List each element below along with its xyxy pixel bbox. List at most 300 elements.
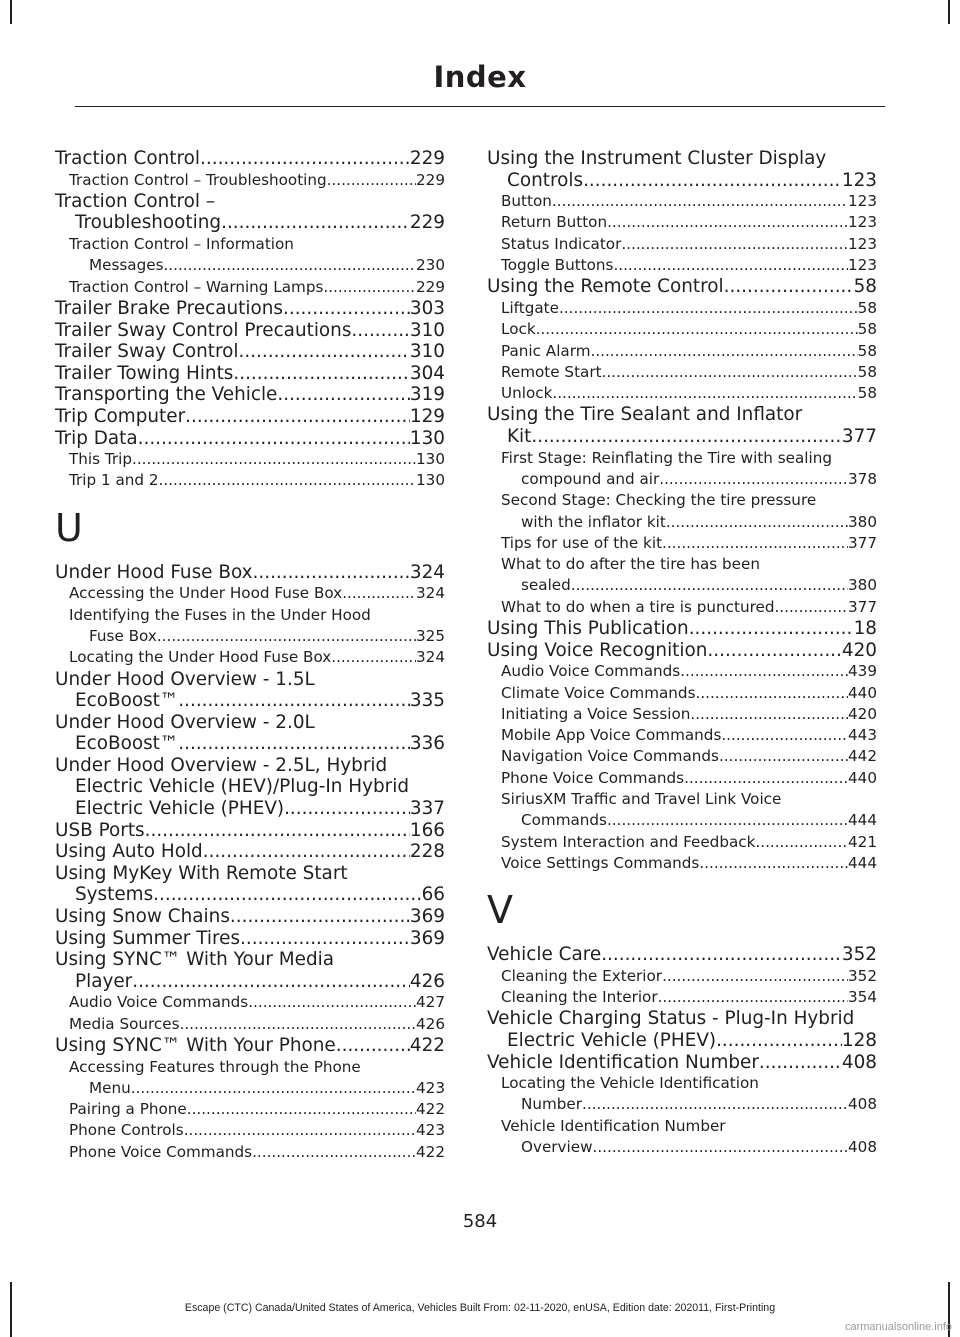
entry-label: Phone Voice Commands [501,768,685,787]
entry-page: 18 [853,618,877,640]
leader-dots [536,319,858,340]
index-subentry [487,191,877,212]
entry-page: 426 [416,1014,445,1033]
entry-label: Climate Voice Commands [501,683,696,702]
entry-label: EcoBoost™ [75,733,179,755]
entry-label: Traction Control – Information [69,235,294,254]
leader-dots [283,298,410,320]
entry-label: Overview [521,1138,593,1157]
leader-dots [221,212,410,234]
index-entry [55,1035,445,1057]
entry-label: Trailer Sway Control [55,341,239,363]
entry-page: 324 [416,584,445,603]
entry-page: 422 [416,1142,445,1161]
index-entry [55,384,445,406]
entry-page: 310 [409,341,445,363]
page-title: Index [433,60,527,94]
entry-page: 378 [848,469,877,488]
leader-dots [591,341,858,362]
index-entry [55,406,445,428]
index-subentry [487,362,877,383]
footer-text: Escape (CTC) Canada/United States of America, Vehicles Built From: 02-11-2020, enUSA, Edition date: 202011, First-Printing [184,1302,776,1314]
entry-label: Using Snow Chains [55,906,230,928]
index-subentry [55,992,445,1013]
leader-dots [240,928,410,950]
entry-page: 123 [841,169,877,191]
leader-dots [607,212,848,233]
entry-label: Trailer Brake Precautions [55,297,283,319]
index-entry [55,191,445,234]
entry-label: Using the Tire Sealant and Inflator [487,404,803,426]
entry-page: 304 [409,362,445,384]
leader-dots [571,575,848,596]
entry-page: 335 [409,690,445,712]
entry-label: Panic Alarm [501,341,591,360]
index-entry [55,863,445,906]
index-subentry [487,448,877,491]
entry-page: 130 [416,471,445,490]
leader-dots [180,1014,416,1035]
index-entry [55,320,445,342]
entry-page: 377 [848,597,877,616]
entry-page: 229 [416,170,445,189]
entry-continuation [55,690,445,712]
entry-label: Messages [89,256,164,275]
index-entry [55,712,445,755]
leader-dots [178,733,410,755]
leader-dots [659,469,848,490]
leader-dots [203,841,410,863]
index-subentry [487,704,877,725]
leader-dots [230,906,410,928]
leader-dots [552,383,857,404]
entry-page: 310 [409,319,445,341]
index-subentry [55,234,445,277]
entry-page: 229 [416,277,445,296]
entry-label: Using SYNC™ With Your Media [55,949,335,971]
leader-dots [159,470,416,491]
leader-dots [621,234,848,255]
leader-dots [327,170,416,191]
entry-page: 421 [848,832,877,851]
entry-page: 408 [841,1051,877,1073]
entry-label: First Stage: Reinflating the Tire with sealing [501,448,833,467]
entry-label: Using This Publication [487,618,689,640]
leader-dots [593,1137,848,1158]
leader-dots [666,512,848,533]
leader-dots [774,597,848,618]
index-subentry [487,661,877,682]
index-column-left [55,148,445,1163]
leader-dots [613,255,848,276]
entry-label: This Trip [69,450,133,469]
entry-page: 229 [409,212,445,234]
index-subentry [487,533,877,554]
index-subentry [487,298,877,319]
entry-label: Number [521,1095,583,1114]
entry-continuation [501,512,877,533]
index-entry [487,944,877,966]
entry-page: 58 [853,276,877,298]
entry-page: 439 [848,662,877,681]
leader-dots [662,966,848,987]
leader-dots [277,384,410,406]
leader-dots [342,583,416,604]
index-entry [487,618,877,640]
leader-dots [185,406,410,428]
entry-page: 420 [848,704,877,723]
entry-label: Audio Voice Commands [69,993,249,1012]
entry-label: Controls [507,169,584,191]
leader-dots [163,255,416,276]
leader-dots [138,428,410,450]
entry-page: 229 [409,148,445,169]
entry-label: SiriusXM Traffic and Travel Link Voice [501,789,782,808]
entry-label: Under Hood Overview - 2.0L [55,711,315,733]
leader-dots [559,298,858,319]
entry-page: 444 [848,811,877,830]
leader-dots [755,832,848,853]
leader-dots [248,992,416,1013]
index-subentry [487,212,877,233]
index-entry [487,148,877,191]
entry-label: Cleaning the Interior [501,988,658,1007]
entry-label: What to do when a tire is punctured [501,597,775,616]
entry-page: 442 [848,747,877,766]
crop-mark-top-left [10,0,12,24]
entry-page: 369 [409,906,445,928]
entry-label: Systems [75,884,154,906]
entry-page: 336 [409,733,445,755]
leader-dots [233,363,410,385]
entry-label: Mobile App Voice Commands [501,726,722,745]
entry-label: Lock [501,320,536,339]
entry-label: Phone Controls [69,1121,184,1140]
index-entry [487,276,877,298]
leader-dots [759,1052,842,1074]
entry-label: Electric Vehicle (PHEV) [507,1029,717,1051]
entry-label: Traction Control – Troubleshooting [69,170,327,189]
entry-label: Under Hood Overview - 2.5L, Hybrid [55,754,388,776]
entry-label: Traction Control [55,148,201,169]
entry-continuation [69,626,445,647]
entry-page: 123 [848,192,877,211]
entry-label: What to do after the tire has been [501,555,760,574]
index-entry [55,669,445,712]
entry-label: Trailer Sway Control Precautions [55,319,352,341]
entry-label: Electric Vehicle (PHEV) [75,798,285,820]
entry-continuation [55,971,445,993]
entry-page: 166 [409,819,445,841]
index-entry [55,363,445,385]
entry-page: 420 [841,639,877,661]
watermark: carmanualsonline.info [844,1321,952,1333]
entry-label: Trailer Towing Hints [55,362,234,384]
index-subentry [487,1116,877,1159]
index-entry [55,906,445,928]
index-entry [55,298,445,320]
index-subentry [487,966,877,987]
leader-dots [531,426,842,448]
leader-dots [153,884,421,906]
entry-continuation [487,1030,877,1052]
index-subentry [55,1099,445,1120]
entry-label: Troubleshooting [75,212,222,234]
entry-page: 129 [409,405,445,427]
entry-page: 128 [841,1029,877,1051]
index-entry [55,562,445,584]
entry-page: 130 [416,450,445,469]
entry-label: Button [501,192,552,211]
index-entry [55,820,445,842]
leader-dots [132,449,416,470]
entry-page: 422 [416,1100,445,1119]
entry-label: Transporting the Vehicle [55,384,278,406]
entry-label: Menu [89,1078,131,1097]
entry-page: 123 [848,256,877,275]
leader-dots [552,191,848,212]
entry-page: 123 [848,213,877,232]
header-rule [75,106,885,107]
entry-label: Under Hood Overview - 1.5L [55,668,315,690]
leader-dots [724,276,854,298]
entry-page: 352 [848,966,877,985]
leader-dots [132,971,410,993]
leader-dots [684,768,848,789]
entry-label: Navigation Voice Commands [501,747,719,766]
entry-page: 123 [848,234,877,253]
entry-page: 440 [848,683,877,702]
entry-page: 58 [857,320,877,339]
entry-continuation [501,1137,877,1158]
index-entry [55,428,445,450]
entry-label: Unlock [501,384,553,403]
index-subentry [55,605,445,648]
leader-dots [716,1030,842,1052]
section-letter: V [487,888,513,933]
entry-label: Identifying the Fuses in the Under Hood [69,605,371,624]
index-subentry [487,319,877,340]
leader-dots [719,746,848,767]
leader-dots [187,1099,416,1120]
entry-label: Under Hood Fuse Box [55,561,253,583]
index-subentry [55,647,445,668]
index-entry [487,404,877,447]
index-column-right [487,148,877,1158]
entry-label: Status Indicator [501,234,622,253]
entry-page: 325 [416,626,445,645]
entry-page: 230 [416,256,445,275]
entry-label: USB Ports [55,819,145,841]
entry-label: Liftgate [501,298,559,317]
index-subentry [487,832,877,853]
entry-label: Locating the Under Hood Fuse Box [69,648,332,667]
crop-mark-top-right [948,0,950,24]
entry-label: System Interaction and Feedback [501,832,756,851]
entry-label: Voice Settings Commands [501,853,700,872]
entry-page: 228 [409,841,445,863]
entry-page: 58 [857,384,877,403]
leader-dots [662,533,848,554]
index-subentry [487,234,877,255]
leader-dots [690,704,848,725]
leader-dots [601,944,842,966]
index-subentry [487,383,877,404]
index-subentry [55,449,445,470]
leader-dots [284,798,410,820]
index-entry [487,1052,877,1074]
entry-label: Using Summer Tires [55,927,241,949]
entry-label: Pairing a Phone [69,1100,187,1119]
entry-label: Vehicle Care [487,944,602,966]
entry-label: Vehicle Identification Number [501,1116,726,1135]
leader-dots [721,725,848,746]
entry-page: 354 [848,988,877,1007]
index-subentry [487,255,877,276]
leader-dots [131,1078,416,1099]
leader-dots [699,853,848,874]
entry-page: 426 [409,970,445,992]
entry-continuation [55,212,445,234]
leader-dots [145,820,410,842]
entry-page: 324 [409,561,445,583]
entry-label: Phone Voice Commands [69,1142,253,1161]
entry-continuation [501,1094,877,1115]
index-subentry [55,470,445,491]
entry-continuation [501,469,877,490]
entry-label: Traction Control – [55,190,216,212]
entry-page: 58 [857,362,877,381]
entry-page: 58 [857,341,877,360]
section-letter: U [55,505,83,550]
entry-label: Fuse Box [89,626,157,645]
index-subentry [55,170,445,191]
index-subentry [487,987,877,1008]
leader-dots [658,987,848,1008]
index-entry [487,640,877,662]
entry-label: Commands [521,811,607,830]
index-subentry [487,768,877,789]
index-entry [55,341,445,363]
index-subentry [487,789,877,832]
leader-dots [680,661,848,682]
entry-continuation [55,884,445,906]
entry-page: 303 [409,297,445,319]
index-subentry [487,554,877,597]
entry-label: Tips for use of the kit [501,533,663,552]
entry-label: Using MyKey With Remote Start [55,862,348,884]
entry-label: Remote Start [501,362,602,381]
entry-label: Initiating a Voice Session [501,704,691,723]
entry-continuation [55,733,445,755]
leader-dots [707,640,841,662]
leader-dots [239,341,410,363]
entry-page: 423 [416,1121,445,1140]
entry-continuation [501,575,877,596]
entry-label: Using Voice Recognition [487,639,708,661]
entry-label: Accessing Features through the Phone [69,1057,361,1076]
entry-page: 58 [857,298,877,317]
index-subentry [55,277,445,298]
entry-page: 377 [848,533,877,552]
entry-label: Trip Data [55,427,138,449]
entry-page: 130 [409,427,445,449]
leader-dots [178,690,410,712]
index-entry [55,928,445,950]
leader-dots [582,1094,848,1115]
index-subentry [487,725,877,746]
index-subentry [487,683,877,704]
entry-page: 352 [841,944,877,966]
entry-label: sealed [521,576,571,595]
entry-page: 377 [841,426,877,448]
entry-label: Electric Vehicle (HEV)/Plug-In Hybrid [75,776,410,798]
entry-page: 380 [848,512,877,531]
leader-dots [607,810,848,831]
leader-dots [157,626,416,647]
entry-label: Return Button [501,213,608,232]
entry-page: 408 [848,1138,877,1157]
leader-dots [696,683,849,704]
index-entry [55,148,445,170]
entry-page: 319 [409,384,445,406]
entry-label: Second Stage: Checking the tire pressure [501,491,817,510]
index-subentry [55,1120,445,1141]
leader-dots [323,277,416,298]
entry-page: 369 [409,927,445,949]
entry-page: 443 [848,726,877,745]
entry-label: Player [75,970,133,992]
index-subentry [487,1073,877,1116]
index-subentry [55,1142,445,1163]
leader-dots [583,170,842,192]
entry-label: EcoBoost™ [75,690,179,712]
index-subentry [55,1014,445,1035]
leader-dots [184,1120,416,1141]
page-number: 584 [462,1211,498,1232]
index-subentry [487,341,877,362]
entry-label: Using the Instrument Cluster Display [487,148,827,169]
entry-label: Vehicle Charging Status - Plug-In Hybrid [487,1008,855,1030]
index-entry [55,755,445,820]
entry-label: Using the Remote Control [487,276,724,298]
entry-label: compound and air [521,469,660,488]
entry-page: 408 [848,1095,877,1114]
index-entry [55,949,445,992]
leader-dots [252,1142,416,1163]
leader-dots [336,1035,410,1057]
index-entry [55,841,445,863]
leader-dots [253,562,410,584]
entry-label: Using SYNC™ With Your Phone [55,1035,336,1056]
entry-label: Vehicle Identification Number [487,1051,759,1073]
index-subentry [55,1057,445,1100]
entry-continuation [501,810,877,831]
entry-label: Media Sources [69,1014,180,1033]
leader-dots [200,148,410,170]
entry-page: 440 [848,768,877,787]
entry-label: Locating the Vehicle Identification [501,1074,759,1093]
entry-continuation [487,426,877,448]
index-subentry [487,597,877,618]
leader-dots [689,618,854,640]
index-entry [487,1008,877,1051]
entry-page: 380 [848,576,877,595]
entry-label: Accessing the Under Hood Fuse Box [69,584,343,603]
entry-continuation [55,798,445,820]
entry-page: 423 [416,1078,445,1097]
index-subentry [487,490,877,533]
